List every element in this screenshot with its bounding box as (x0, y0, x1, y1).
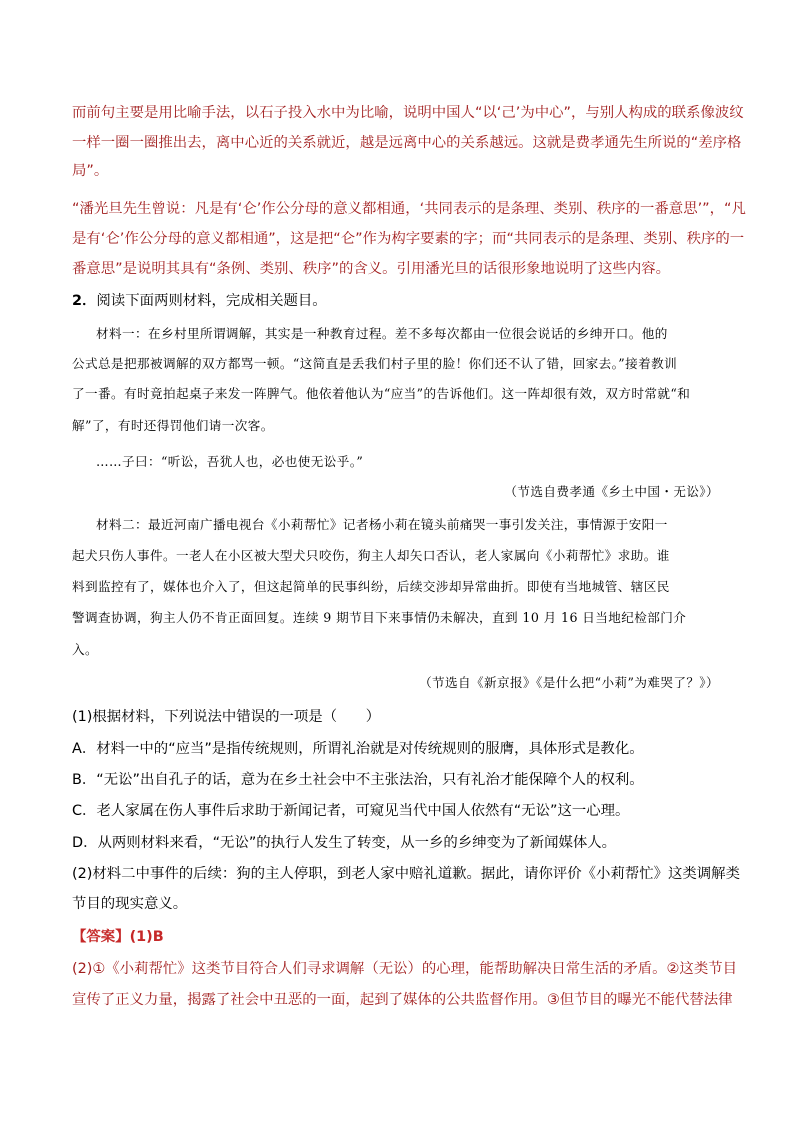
material2-line: 警调查协调，狗主人仍不肯正面回复。连续 9 期节目下来事情仍未解决，直到 10 月 16 日当地纪检部门介 (72, 610, 687, 625)
material1-line: 解”了，有时还得罚他们请一次客。 (72, 418, 274, 433)
explanation-line: 局”。 (72, 163, 109, 179)
material2-line: 起犬只伤人事件。一老人在小区被大型犬只咬伤，狗主人却矢口否认，老人家属向《小莉帮忙》求助。谁 (72, 548, 670, 563)
answer-part2-line: 宣传了正义力量，揭露了社会中丑恶的一面，起到了媒体的公共监督作用。③但节目的曝光不能代替法律 (72, 992, 733, 1008)
material2-line: 材料二：最近河南广播电视台《小莉帮忙》记者杨小莉在镜头前痛哭一事引发关注，事情源于安阳一 (96, 517, 668, 532)
question-prompt: 阅读下面两则材料，完成相关题目。 (96, 293, 327, 309)
explanation-line: 番意思”是说明其具有“条例、类别、秩序”的含义。引用潘光旦的话很形象地说明了这些内容。 (72, 261, 670, 277)
material2-source: （节选自《新京报》《是什么把“小莉”为难哭了？》） (419, 675, 719, 690)
material1-line: 公式总是把那被调解的双方都骂一顿。“这简直是丢我们村子里的脸！你们还不认了错，回家去。”接着教训 (72, 356, 678, 371)
explanation-line: 而前句主要是用比喻手法，以石子投入水中为比喻，说明中国人“以‘己’为中心”，与别人构成的联系像波纹 (72, 105, 744, 121)
sub-question-2-line: 节目的现实意义。 (72, 896, 188, 912)
answer-part2-line: (2)①《小莉帮忙》这类节目符合人们寻求调解（无讼）的心理，能帮助解决日常生活的矛盾。②这类节目 (72, 961, 737, 977)
material2-line: 料到监控有了，媒体也介入了，但这起简单的民事纠纷，后续交涉却异常曲折。即使有当地城管、辖区民 (72, 579, 670, 594)
explanation-line: 一样一圈一圈推出去，离中心近的关系就近，越是远离中心的关系越远。这就是费孝通先生所说的“差序格 (72, 135, 742, 151)
sub-question-1: (1)根据材料，下列说法中错误的一项是（ ） (72, 709, 381, 725)
option-a: A．材料一中的“应当”是指传统规则，所谓礼治就是对传统规则的服膺，具体形式是教化。 (72, 741, 644, 757)
material1-line: 材料一：在乡村里所谓调解，其实是一种教育过程。差不多每次都由一位很会说话的乡绅开口。他的 (96, 326, 668, 341)
explanation-line: “潘光旦先生曾说：凡是有‘仑’作公分母的意义都相通，‘共同表示的是条理、类别、秩序的一番意思’”，“凡 (72, 201, 746, 217)
sub-question-2-line: (2)材料二中事件的后续：狗的主人停职，到老人家中赔礼道歉。据此，请你评价《小莉帮忙》这类调解类 (72, 866, 740, 882)
material1-source: （节选自费孝通《乡土中国・无讼》） (504, 484, 719, 499)
explanation-line: 是有‘仑’作公分母的意义都相通”，这是把“仑”作为构字要素的字；而“共同表示的是条理、类别、秩序的一 (72, 231, 745, 247)
material1-line: 了一番。有时竟拍起桌子来发一阵脾气。他依着他认为“应当”的告诉他们。这一阵却很有效，双方时常就“和 (72, 386, 691, 401)
question-number: 2． (72, 293, 97, 309)
answer-part1: (1)B (129, 929, 164, 945)
question-heading (72, 291, 327, 311)
material2-line: 入。 (72, 642, 98, 657)
option-c: C．老人家属在伤人事件后求助于新闻记者，可窥见当代中国人依然有“无讼”这一心理。 (72, 803, 630, 819)
material1-quote: ……子曰：“听讼，吾犹人也，必也使无讼乎。” (96, 454, 364, 469)
answer-label: 【答案】 (72, 929, 130, 945)
option-b: B．“无讼”出自孔子的话，意为在乡土社会中不主张法治，只有礼治才能保障个人的权利。 (72, 772, 644, 788)
option-d: D．从两则材料来看，“无讼”的执行人发生了转变，从一乡的乡绅变为了新闻媒体人。 (72, 835, 617, 851)
answer-heading (72, 927, 164, 947)
